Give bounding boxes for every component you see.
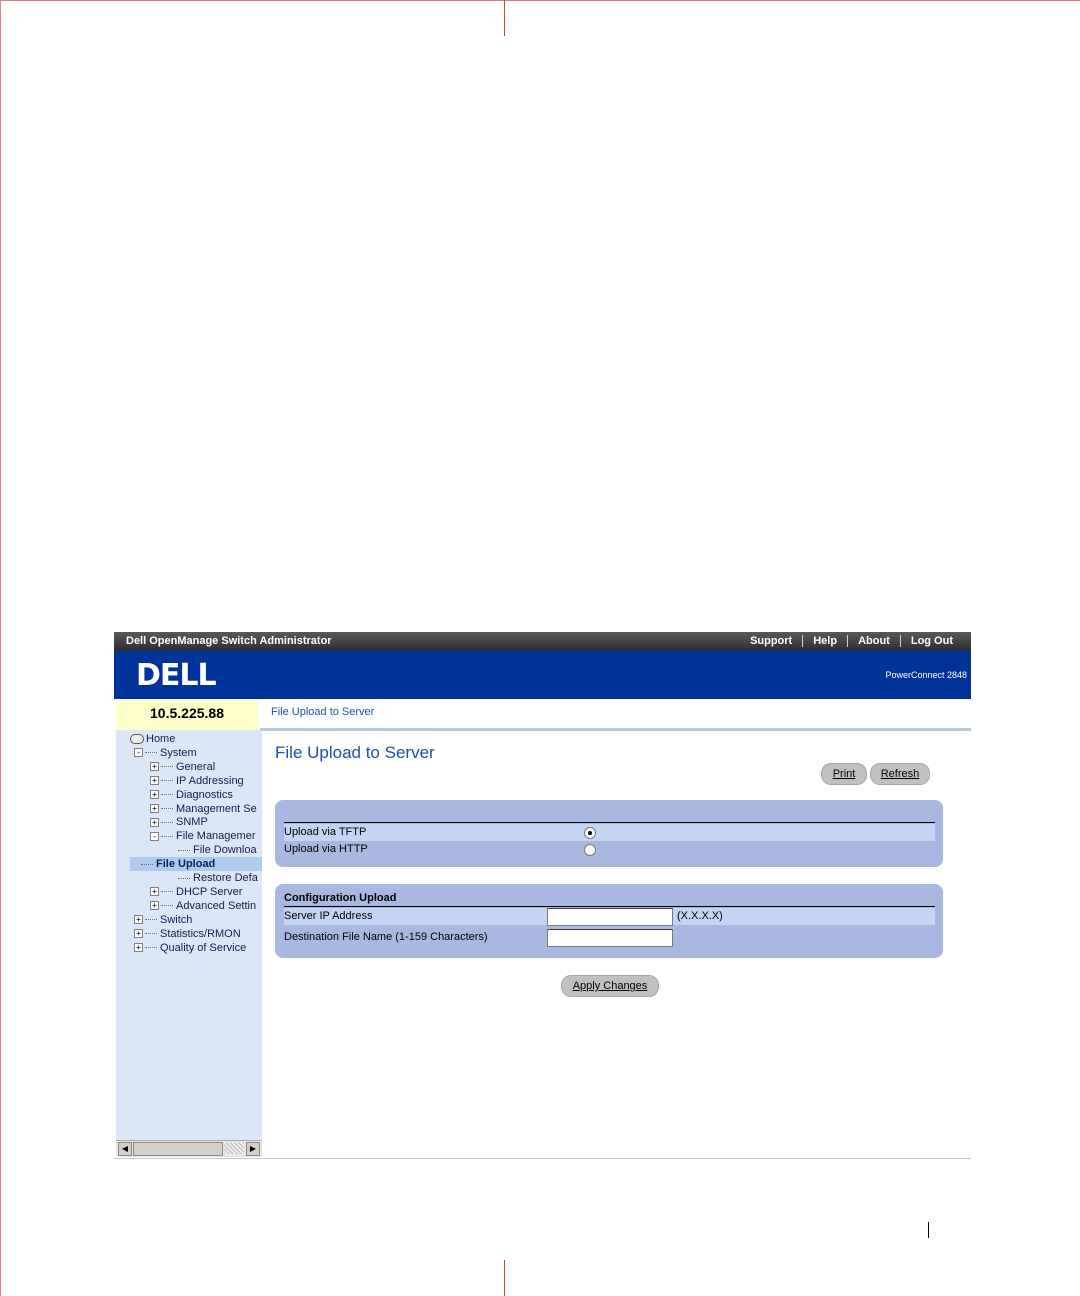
header-banner xyxy=(114,651,971,699)
tree-item-label: General xyxy=(176,760,216,773)
collapse-icon[interactable]: - xyxy=(150,832,159,841)
tree-connector xyxy=(141,864,153,865)
nav-tree xyxy=(116,730,262,1140)
server-ip-label: Server IP Address xyxy=(284,910,373,922)
collapse-icon[interactable]: - xyxy=(134,748,143,757)
about-link[interactable]: About xyxy=(847,635,900,647)
tree-item[interactable] xyxy=(150,802,257,816)
tree-item[interactable] xyxy=(167,843,257,857)
crop-line-left xyxy=(0,0,1,1296)
tree-item-label: Switch xyxy=(160,913,193,926)
upload-method-panel xyxy=(275,800,943,867)
scroll-right-arrow-icon[interactable]: ▶ xyxy=(246,1142,260,1156)
page-marker xyxy=(928,1222,929,1238)
tree-item[interactable] xyxy=(130,732,175,746)
server-ip-format-hint: (X.X.X.X) xyxy=(677,910,723,922)
tree-item[interactable] xyxy=(150,815,208,829)
dest-file-row xyxy=(284,929,935,946)
dest-file-label: Destination File Name (1-159 Characters) xyxy=(284,931,488,943)
tree-connector xyxy=(145,947,157,948)
device-ip: 10.5.225.88 xyxy=(116,700,258,731)
expand-icon[interactable]: + xyxy=(150,818,159,827)
tree-connector xyxy=(161,822,173,823)
expand-icon[interactable]: + xyxy=(150,762,159,771)
tree-item-label: Restore Defa xyxy=(193,872,258,884)
expand-icon[interactable]: + xyxy=(134,943,143,952)
divider xyxy=(284,822,935,823)
tree-item-label: Diagnostics xyxy=(176,788,233,801)
tree-item[interactable] xyxy=(134,941,246,955)
tree-item-label: File Upload xyxy=(156,858,216,871)
tree-item-label: Home xyxy=(146,733,176,745)
tree-connector xyxy=(161,836,173,837)
tree-item-label: IP Addressing xyxy=(176,774,244,787)
top-bar xyxy=(114,632,971,651)
config-upload-panel xyxy=(275,884,943,958)
tree-item-label: SNMP xyxy=(176,816,208,829)
crop-line-top xyxy=(0,0,1080,1)
app-title: Dell OpenManage Switch Administrator xyxy=(126,635,332,647)
tree-item[interactable] xyxy=(150,788,233,802)
tree-item-label: Quality of Service xyxy=(160,941,247,954)
scroll-left-arrow-icon[interactable]: ◀ xyxy=(118,1142,132,1156)
tree-item[interactable] xyxy=(167,871,258,885)
print-button[interactable]: Print xyxy=(821,763,867,785)
crop-mark-bottom xyxy=(504,1260,505,1296)
support-link[interactable]: Support xyxy=(750,635,793,647)
tree-item[interactable] xyxy=(134,913,192,927)
scroll-thumb[interactable] xyxy=(133,1142,223,1156)
tftp-radio[interactable] xyxy=(584,827,596,839)
tree-connector xyxy=(161,891,173,892)
http-radio[interactable] xyxy=(584,844,596,856)
tree-connector xyxy=(178,850,190,851)
tree-item[interactable] xyxy=(134,746,197,760)
tree-item-label: File Downloa xyxy=(193,844,257,857)
http-label: Upload via HTTP xyxy=(284,843,368,855)
expand-icon[interactable]: + xyxy=(150,887,159,896)
logout-link[interactable]: Log Out xyxy=(900,635,963,647)
model-name: PowerConnect 2848 xyxy=(885,670,967,680)
help-link[interactable]: Help xyxy=(802,635,847,647)
http-row xyxy=(284,841,935,858)
tree-item[interactable] xyxy=(150,774,244,788)
tree-item[interactable] xyxy=(134,927,241,941)
refresh-button[interactable]: Refresh xyxy=(870,763,930,785)
tree-item-label: Statistics/RMON xyxy=(160,927,241,940)
expand-icon[interactable]: + xyxy=(150,776,159,785)
expand-icon[interactable]: + xyxy=(134,929,143,938)
breadcrumb: File Upload to Server xyxy=(271,706,375,718)
dest-file-input[interactable] xyxy=(547,929,673,947)
tree-item-label: DHCP Server xyxy=(176,885,243,898)
tree-connector xyxy=(161,780,173,781)
tree-item-label: System xyxy=(160,746,197,759)
dell-logo: DELL xyxy=(136,658,216,693)
breadcrumb-bar xyxy=(260,700,971,731)
tree-connector xyxy=(161,766,173,767)
tree-item[interactable] xyxy=(150,760,215,774)
expand-icon[interactable]: + xyxy=(134,915,143,924)
scroll-track xyxy=(224,1143,244,1154)
expand-icon[interactable]: + xyxy=(150,804,159,813)
tree-connector xyxy=(178,878,190,879)
tree-item-label: Advanced Settin xyxy=(176,899,257,912)
main-content xyxy=(262,731,971,1158)
tree-connector xyxy=(145,919,157,920)
tree-item-label: File Managemer xyxy=(176,830,256,843)
tree-scrollbar[interactable] xyxy=(116,1140,262,1157)
tree-item[interactable] xyxy=(130,857,262,871)
switch-admin-window xyxy=(114,632,971,1159)
page-title: File Upload to Server xyxy=(275,743,435,762)
expand-icon[interactable]: + xyxy=(150,901,159,910)
server-ip-row xyxy=(284,908,935,925)
tree-item[interactable] xyxy=(150,899,256,913)
divider xyxy=(284,906,935,907)
tree-connector xyxy=(145,933,157,934)
tree-item[interactable] xyxy=(150,829,255,843)
apply-changes-button[interactable]: Apply Changes xyxy=(561,975,659,997)
tree-item-label: Management Se xyxy=(176,802,257,815)
tftp-row xyxy=(284,824,935,841)
tree-connector xyxy=(161,808,173,809)
crop-mark-top xyxy=(504,0,505,36)
tftp-label: Upload via TFTP xyxy=(284,826,367,838)
top-links xyxy=(740,635,963,647)
tree-item[interactable] xyxy=(150,885,242,899)
tree-connector xyxy=(145,752,157,753)
server-ip-input[interactable] xyxy=(547,908,673,926)
expand-icon[interactable]: + xyxy=(150,790,159,799)
config-upload-title: Configuration Upload xyxy=(284,892,397,904)
tree-connector xyxy=(161,794,173,795)
tree-connector xyxy=(161,905,173,906)
home-icon xyxy=(130,734,144,744)
